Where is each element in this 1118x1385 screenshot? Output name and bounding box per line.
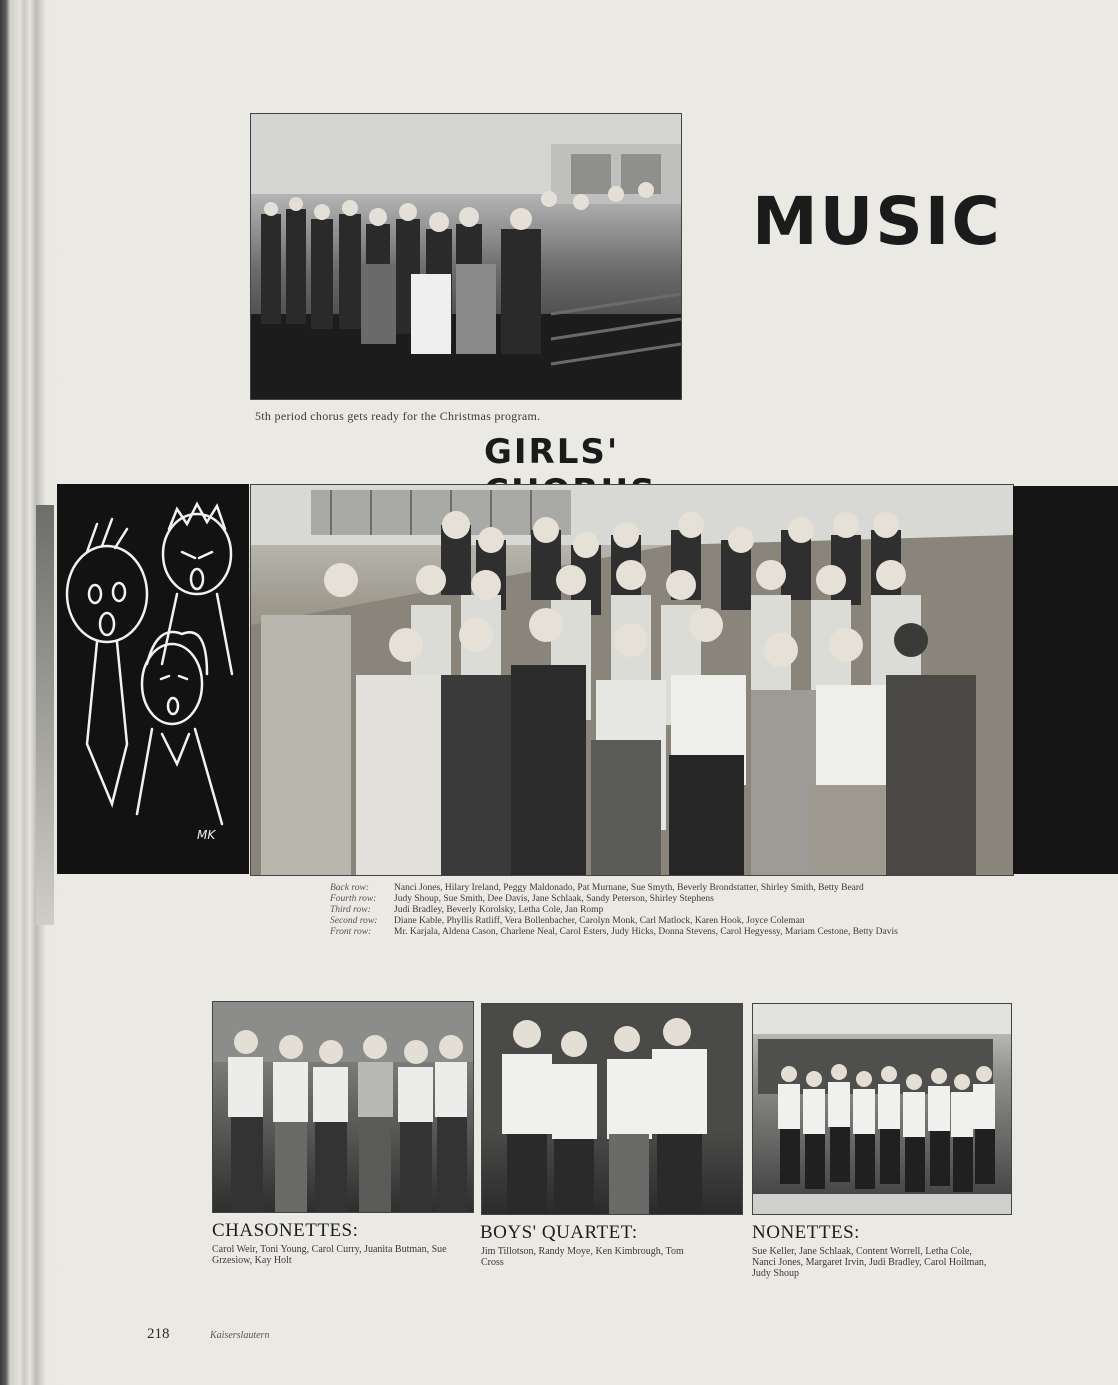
chorus-rehearsal-illustration bbox=[251, 114, 681, 399]
boys-quartet-illustration bbox=[482, 1004, 742, 1214]
roster-row bbox=[330, 927, 930, 938]
roster-row-names: Judi Bradley, Beverly Korolsky, Letha Cole, Jan Romp bbox=[394, 905, 604, 915]
boys-quartet-title: BOYS' QUARTET: bbox=[480, 1222, 638, 1243]
binding-shadow bbox=[36, 505, 54, 925]
roster-row-names: Diane Kable, Phyllis Ratliff, Vera Bollenbacher, Carolyn Monk, Carl Matlock, Karen Hook, Joyce Coleman bbox=[394, 916, 805, 926]
chorus-rehearsal-photo bbox=[250, 113, 682, 400]
roster-row-names: Judy Shoup, Sue Smith, Dee Davis, Jane Schlaak, Sandy Peterson, Shirley Stephens bbox=[394, 894, 714, 904]
cartoon-drawing bbox=[57, 484, 249, 874]
photo-caption: 5th period chorus gets ready for the Christmas program. bbox=[255, 409, 541, 423]
girls-chorus-illustration bbox=[251, 485, 1013, 875]
page-edge-dark-bar bbox=[1013, 486, 1118, 874]
boys-quartet-names: Jim Tillotson, Randy Moye, Ken Kimbrough, Tom Cross bbox=[481, 1246, 684, 1268]
nonettes-title: NONETTES: bbox=[752, 1222, 860, 1243]
roster-row-label: Back row: bbox=[330, 883, 369, 893]
boys-quartet-photo bbox=[481, 1003, 743, 1215]
section-title: GIRLS' bbox=[484, 432, 620, 472]
page-number: 218 bbox=[147, 1326, 170, 1342]
roster-row-label: Third row: bbox=[330, 905, 371, 915]
roster-row-names: Nanci Jones, Hilary Ireland, Peggy Maldonado, Pat Murnane, Sue Smyth, Beverly Brondstatter, Shirley Smith, Betty Beard bbox=[394, 883, 864, 893]
chasonettes-names: Carol Weir, Toni Young, Carol Curry, Juanita Butman, Sue Grzesiow, Kay Holt bbox=[212, 1244, 447, 1266]
nonettes-names: Sue Keller, Jane Schlaak, Content Worrell, Letha Cole, Nanci Jones, Margaret Irvin, Judi Bradley, Carol Hoilman, Judy Shoup bbox=[752, 1246, 987, 1279]
roster-caption bbox=[330, 883, 930, 938]
roster-row-names: Mr. Karjala, Aldena Cason, Charlene Neal, Carol Esters, Judy Hicks, Donna Stevens, Carol Hegyessy, Mariam Cestone, Betty Davis bbox=[394, 927, 898, 937]
chasonettes-title: CHASONETTES: bbox=[212, 1220, 359, 1241]
chasonettes-illustration bbox=[213, 1002, 473, 1212]
singing-cartoon-illustration bbox=[57, 484, 249, 874]
nonettes-photo bbox=[752, 1003, 1012, 1215]
roster-row bbox=[330, 883, 930, 894]
nonettes-illustration bbox=[753, 1004, 1011, 1214]
cartoon-signature: MK bbox=[197, 828, 216, 842]
roster-row bbox=[330, 894, 930, 905]
roster-row bbox=[330, 905, 930, 916]
roster-row-label: Second row: bbox=[330, 916, 378, 926]
running-head: Kaiserslautern bbox=[210, 1330, 270, 1341]
page-title: MUSIC bbox=[752, 183, 1002, 260]
girls-chorus-photo bbox=[250, 484, 1014, 876]
roster-row bbox=[330, 916, 930, 927]
page-binding-edge bbox=[0, 0, 64, 1385]
chasonettes-photo bbox=[212, 1001, 474, 1213]
roster-row-label: Fourth row: bbox=[330, 894, 377, 904]
roster-row-label: Front row: bbox=[330, 927, 372, 937]
